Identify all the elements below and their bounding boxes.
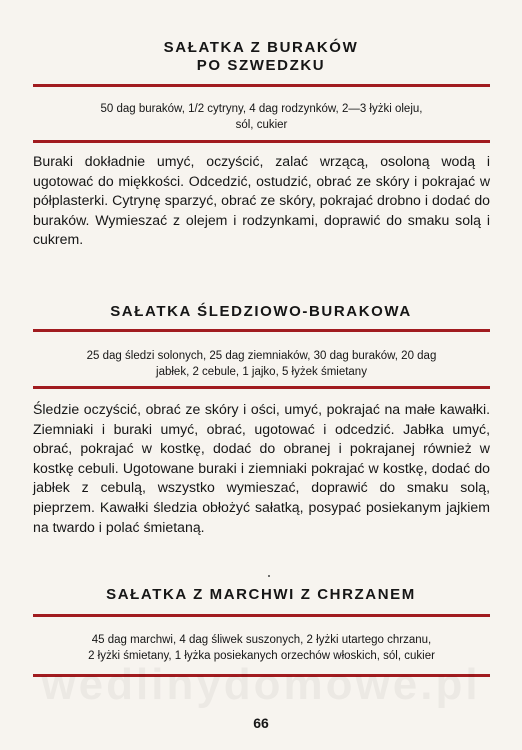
recipe-1-rule-bottom bbox=[33, 140, 490, 143]
recipe-2-rule-top bbox=[33, 329, 490, 332]
recipe-3-ingredients-line-2: 2 łyżki śmietany, 1 łyżka posiekanych orzechów włoskich, sól, cukier bbox=[88, 650, 435, 662]
recipe-1-method: Buraki dokładnie umyć, oczyścić, zalać wrzącą, osoloną wodą i ugotować do miękkości. Odcedzić, ostudzić, obrać ze skóry i pokrajać w półplasterki. Cytrynę sparzyć, obrać ze skóry, pokrajać drobno i dodać do buraków. Wymieszać z olejem i rodzynkami, doprawić do smaku solą i cukrem. bbox=[33, 153, 490, 248]
watermark bbox=[0, 660, 522, 710]
recipe-2-method: Śledzie oczyścić, obrać ze skóry i ości, umyć, pokrajać na małe kawałki. Ziemniaki i buraki umyć, obrać, ugotować i odcedzić. Jabłka umyć, obrać, pokrajać w kostkę, dodać do obranej i pokrajanej również w kostkę cebuli. Ugotowane buraki i ziemniaki pokrajać w kostkę, dodać do jabłek z cebulą, wszystko wymieszać, doprawić do smaku solą, pieprzem. Kawałki śledzia obłożyć sałatką, posypać posiekanym jajkiem na twardo i polać śmietaną. bbox=[33, 401, 490, 535]
page-number: 66 bbox=[253, 715, 269, 731]
print-speck bbox=[268, 575, 270, 577]
recipe-2-title: SAŁATKA ŚLEDZIOWO-BURAKOWA bbox=[110, 303, 412, 320]
recipe-3-title: SAŁATKA Z MARCHWI Z CHRZANEM bbox=[106, 586, 416, 603]
recipe-2-rule-bottom bbox=[33, 386, 490, 389]
recipe-3-ingredients-line-1: 45 dag marchwi, 4 dag śliwek suszonych, 2 łyżki utartego chrzanu, bbox=[91, 634, 432, 646]
recipe-2-ingredients-line-1: 25 dag śledzi solonych, 25 dag ziemniaków, 30 dag buraków, 20 dag bbox=[86, 350, 437, 362]
recipe-1-title-line-2: PO SZWEDZKU bbox=[196, 57, 326, 74]
recipe-2-ingredients-line-2: jabłek, 2 cebule, 1 jajko, 5 łyżek śmietany bbox=[156, 366, 367, 378]
recipe-3-rule-top bbox=[33, 614, 490, 617]
recipe-1-ingredients-line-2: sól, cukier bbox=[235, 119, 288, 131]
recipe-1-title-line-1: SAŁATKA Z BURAKÓW bbox=[163, 39, 359, 56]
recipe-1-rule-top bbox=[33, 84, 490, 87]
recipe-1-ingredients-line-1: 50 dag buraków, 1/2 cytryny, 4 dag rodzynków, 2—3 łyżki oleju, bbox=[100, 103, 423, 115]
